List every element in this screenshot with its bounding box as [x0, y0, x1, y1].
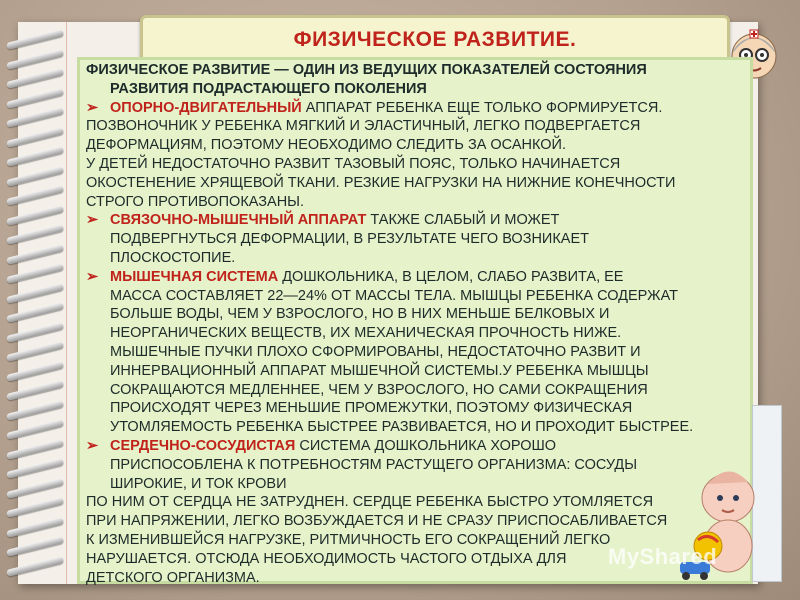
text-line: [110, 382, 648, 399]
text-span: ПРИ НАПРЯЖЕНИИ, ЛЕГКО ВОЗБУЖДАЕТСЯ И НЕ СРАЗУ ПРИСПОСАБЛИВАЕТСЯ: [86, 513, 668, 530]
text-span: ИННЕРВАЦИОННЫЙ АППАРАТ МЫШЕЧНОЙ СИСТЕМЫ.У РЕБЕНКА МЫШЦЫ: [110, 362, 649, 379]
page-title: ФИЗИЧЕСКОЕ РАЗВИТИЕ.: [293, 28, 577, 51]
text-line: [110, 325, 621, 342]
bullet-arrow-icon: ➢: [86, 268, 99, 285]
text-span: СТРОГО ПРОТИВОПОКАЗАНЫ.: [86, 193, 305, 210]
bullet-arrow-icon: ➢: [86, 99, 99, 116]
text-span: ПО НИМ ОТ СЕРДЦА НЕ ЗАТРУДНЕН. СЕРДЦЕ РЕБЕНКА БЫСТРО УТОМЛЯЕТСЯ: [86, 494, 654, 511]
text-span: НАРУШАЕТСЯ. ОТСЮДА НЕОБХОДИМОСТЬ ЧАСТОГО ОТДЫХА ДЛЯ: [86, 550, 567, 567]
text-line: [110, 419, 693, 436]
text-line: [86, 156, 620, 173]
text-span: У ДЕТЕЙ НЕДОСТАТОЧНО РАЗВИТ ТАЗОВЫЙ ПОЯС, ТОЛЬКО НАЧИНАЕТСЯ: [86, 156, 621, 172]
text-span: ПОДВЕРГНУТЬСЯ ДЕФОРМАЦИИ, В РЕЗУЛЬТАТЕ ЧЕГО ВОЗНИКАЕТ: [110, 231, 590, 248]
text-line: [110, 400, 632, 417]
highlighted-term: ОПОРНО-ДВИГАТЕЛЬНЫЙ: [110, 99, 302, 116]
text-line: [86, 438, 556, 455]
text-span: АППАРАТ РЕБЕНКА ЕЩЕ ТОЛЬКО ФОРМИРУЕТСЯ.: [301, 99, 663, 116]
highlighted-term: СЕРДЕЧНО-СОСУДИСТАЯ: [110, 438, 296, 454]
text-span: ДЕФОРМАЦИЯМ, ПОЭТОМУ НЕОБХОДИМО СЛЕДИТЬ ЗА ОСАНКОЙ.: [86, 137, 566, 154]
text-line: [86, 137, 566, 154]
highlighted-term: СВЯЗОЧНО-МЫШЕЧНЫЙ АППАРАТ: [110, 212, 367, 229]
text-span: ШИРОКИЕ, И ТОК КРОВИ: [110, 475, 287, 492]
text-line: [110, 288, 678, 305]
text-line: [86, 570, 260, 587]
text-line: [110, 476, 287, 493]
text-span: СИСТЕМА ДОШКОЛЬНИКА ХОРОШО: [295, 438, 557, 454]
text-line: [110, 344, 641, 361]
text-span: К ИЗМЕНИВШЕЙСЯ НАГРУЗКЕ, РИТМИЧНОСТЬ ЕГО СОКРАЩЕНИЙ ЛЕГКО: [86, 532, 611, 548]
text-line: [86, 194, 304, 211]
text-line: [86, 118, 640, 135]
text-line: [86, 100, 662, 117]
text-line: [86, 494, 653, 511]
text-span: ОКОСТЕНЕНИЕ ХРЯЩЕВОЙ ТКАНИ. РЕЗКИЕ НАГРУЗКИ НА НИЖНИЕ КОНЕЧНОСТИ: [86, 174, 676, 191]
bullet-arrow-icon: ➢: [86, 438, 99, 454]
text-span: ПОЗВОНОЧНИК У РЕБЕНКА МЯГКИЙ И ЭЛАСТИЧНЫЙ, ЛЕГКО ПОДВЕРГАЕТСЯ: [86, 118, 641, 135]
text-span: НЕОРГАНИЧЕСКИХ ВЕЩЕСТВ, ИХ МЕХАНИЧЕСКАЯ ПРОЧНОСТЬ НИЖЕ.: [110, 325, 622, 342]
text-span: СОКРАЩАЮТСЯ МЕДЛЕННЕЕ, ЧЕМ У ВЗРОСЛОГО, НО САМИ СОКРАЩЕНИЯ: [110, 381, 648, 398]
bullet-arrow-icon: ➢: [86, 212, 99, 229]
text-line: [86, 532, 610, 549]
text-span: ПЛОСКОСТОПИЕ.: [110, 250, 236, 266]
text-line: [110, 231, 589, 248]
text-line: [86, 212, 559, 229]
text-span: РАЗВИТИЯ ПОДРАСТАЮЩЕГО ПОКОЛЕНИЯ: [110, 80, 427, 97]
watermark: MyShared: [608, 544, 718, 569]
text-span: ДЕТСКОГО ОРГАНИЗМА.: [86, 569, 260, 586]
text-span: ПРОИСХОДЯТ ЧЕРЕЗ МЕНЬШИЕ ПРОМЕЖУТКИ, ПОЭТОМУ ФИЗИЧЕСКАЯ: [110, 400, 633, 417]
highlighted-term: МЫШЕЧНАЯ СИСТЕМА: [110, 268, 279, 285]
text-line: [86, 62, 647, 79]
text-line: [86, 551, 566, 568]
text-line: [86, 175, 675, 192]
text-line: [110, 250, 235, 267]
text-span: ПРИСПОСОБЛЕНА К ПОТРЕБНОСТЯМ РАСТУЩЕГО ОРГАНИЗМА: СОСУДЫ: [110, 456, 638, 473]
text-span: ФИЗИЧЕСКОЕ РАЗВИТИЕ — ОДИН ИЗ ВЕДУЩИХ ПОКАЗАТЕЛЕЙ СОСТОЯНИЯ: [86, 62, 647, 78]
text-line: [110, 306, 609, 323]
text-span: МАССА СОСТАВЛЯЕТ 22—24% ОТ МАССЫ ТЕЛА. МЫШЦЫ РЕБЕНКА СОДЕРЖАТ: [110, 287, 678, 304]
text-span: МЫШЕЧНЫЕ ПУЧКИ ПЛОХО СФОРМИРОВАНЫ, НЕДОСТАТОЧНО РАЗВИТ И: [110, 344, 641, 360]
text-line: [86, 513, 667, 530]
text-span: БОЛЬШЕ ВОДЫ, ЧЕМ У ВЗРОСЛОГО, НО В НИХ МЕНЬШЕ БЕЛКОВЫХ И: [110, 306, 610, 323]
text-span: ТАКЖЕ СЛАБЫЙ И МОЖЕТ: [366, 212, 560, 229]
text-span: УТОМЛЯЕМОСТЬ РЕБЕНКА БЫСТРЕЕ РАЗВИВАЕТСЯ, НО И ПРОХОДИТ БЫСТРЕЕ.: [110, 419, 694, 436]
text-line: [86, 269, 623, 286]
text-span: ДОШКОЛЬНИКА, В ЦЕЛОМ, СЛАБО РАЗВИТА, ЕЕ: [278, 268, 624, 285]
text-line: [110, 363, 649, 380]
text-line: [110, 81, 427, 98]
text-line: [110, 457, 637, 474]
